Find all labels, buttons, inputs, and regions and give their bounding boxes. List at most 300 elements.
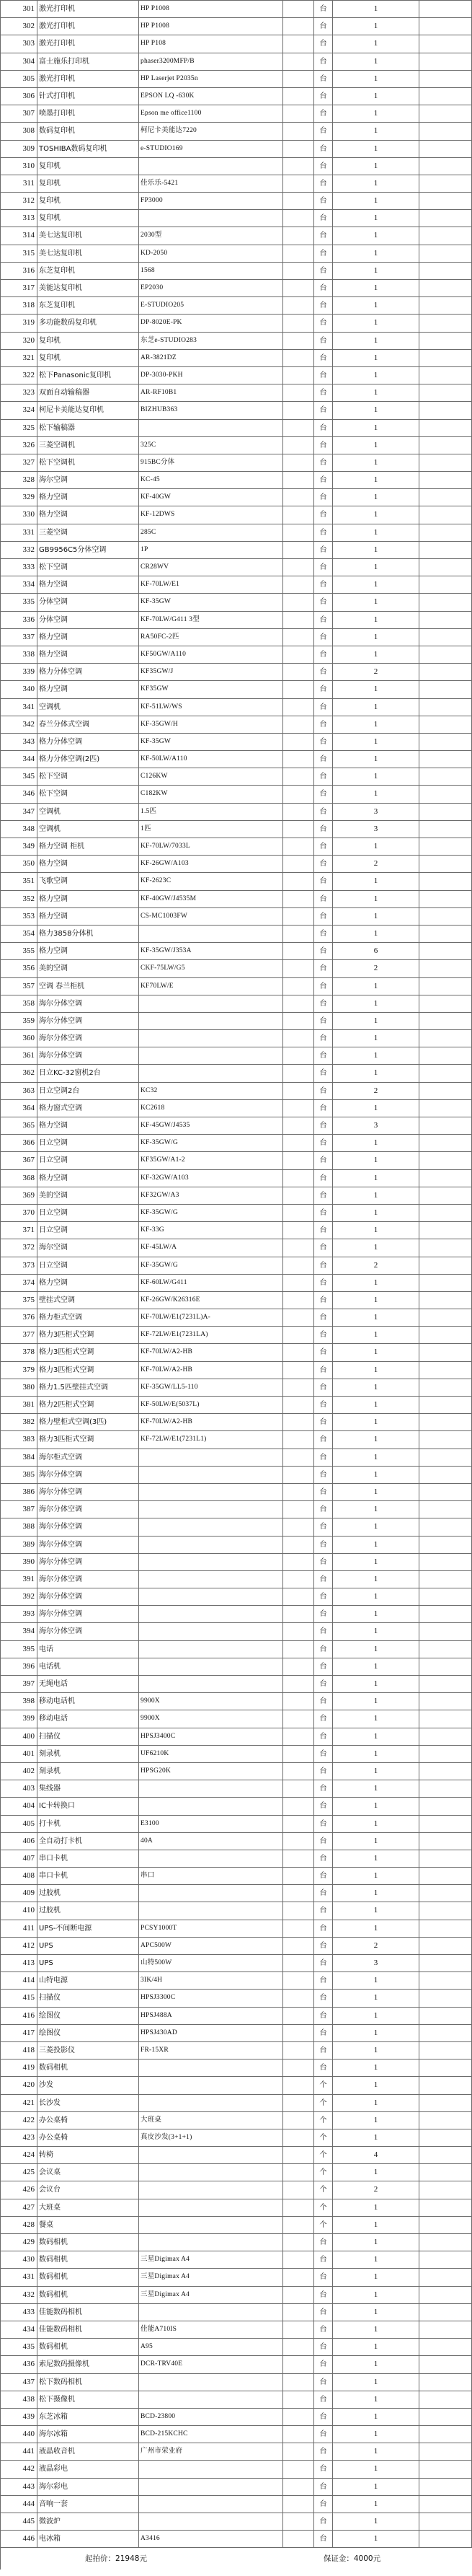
cell-blank [283,2164,314,2181]
cell-blank [283,245,314,262]
table-row [1,123,472,140]
cell-blank [283,2479,314,2495]
cell-model: 1568 [139,263,283,279]
cell-qty: 1 [333,2496,419,2513]
cell-blank [283,1047,314,1064]
cell-unit: 台 [314,2060,333,2076]
cell-qty: 1 [333,559,419,576]
table-row [1,1,472,18]
cell-model [139,2095,283,2111]
cell-name: TOSHIBA数码复印机 [37,141,139,157]
cell-extra [419,804,472,820]
table-row [1,2374,472,2391]
table-row [1,1484,472,1501]
cell-model: 9900X [139,1710,283,1727]
cell-extra [419,681,472,698]
cell-blank [283,716,314,733]
cell-no: 389 [1,1537,37,1553]
table-row [1,2025,472,2042]
cell-no: 433 [1,2304,37,2321]
cell-name: GB9956C5分体空调 [37,542,139,558]
cell-extra [419,297,472,314]
cell-blank [283,1816,314,1832]
cell-model: KF-70LW/A2-HB [139,1362,283,1379]
cell-qty: 1 [333,1135,419,1151]
table-row [1,699,472,716]
cell-qty: 1 [333,2321,419,2338]
cell-unit: 台 [314,1658,333,1675]
cell-extra [419,1397,472,1413]
cell-no: 326 [1,437,37,454]
cell-model [139,1658,283,1675]
cell-model: KF-51LW/WS [139,699,283,716]
cell-extra [419,2339,472,2355]
cell-no: 400 [1,1728,37,1745]
cell-no: 346 [1,786,37,802]
cell-model [139,1013,283,1029]
cell-name: 串口卡机 [37,1850,139,1867]
cell-model [139,1588,283,1605]
cell-name: 办公桌椅 [37,2129,139,2146]
cell-name: 日立空调 [37,1152,139,1169]
cell-qty: 1 [333,175,419,192]
cell-unit: 个 [314,2181,333,2198]
cell-unit: 台 [314,1047,333,1064]
cell-blank [283,1990,314,2006]
cell-extra [419,1537,472,1553]
cell-qty: 1 [333,2217,419,2233]
table-row [1,995,472,1013]
cell-blank [283,1,314,17]
cell-no: 417 [1,2025,37,2041]
cell-name: 海尔分体空调 [37,1030,139,1047]
cell-name: 激光打印机 [37,71,139,87]
cell-unit: 台 [314,1972,333,1989]
cell-blank [283,1902,314,1919]
cell-model [139,158,283,175]
table-row [1,2251,472,2269]
cell-model: 三星Digimax A4 [139,2287,283,2303]
table-row [1,384,472,402]
cell-no: 314 [1,227,37,244]
table-row [1,594,472,611]
cell-name: 数码相机 [37,2339,139,2355]
cell-qty: 1 [333,2391,419,2408]
table-row [1,1013,472,1030]
cell-extra [419,1798,472,1814]
cell-no: 323 [1,384,37,401]
cell-model: 1P [139,542,283,558]
cell-no: 408 [1,1868,37,1884]
table-row [1,489,472,506]
cell-unit: 台 [314,786,333,802]
table-row [1,1030,472,1047]
cell-name: 双面自动输稿器 [37,384,139,401]
cell-qty: 1 [333,594,419,610]
cell-qty: 1 [333,995,419,1012]
cell-name: 富士施乐打印机 [37,53,139,70]
table-row [1,1606,472,1623]
table-row [1,2181,472,2199]
cell-unit: 台 [314,71,333,87]
cell-model: KC-45 [139,472,283,488]
cell-extra [419,1083,472,1099]
cell-extra [419,1205,472,1221]
cell-unit: 台 [314,1013,333,1029]
cell-extra [419,2531,472,2547]
cell-name: 数码相机 [37,2060,139,2076]
table-row [1,1554,472,1571]
cell-unit: 台 [314,978,333,995]
cell-name: 打卡机 [37,1816,139,1832]
table-row [1,2199,472,2217]
cell-extra [419,2095,472,2111]
cell-name: 格力空调 [37,1117,139,1134]
cell-name: 飞歌空调 [37,873,139,889]
cell-no: 351 [1,873,37,889]
table-row [1,2531,472,2548]
cell-unit: 台 [314,1710,333,1727]
cell-blank [283,838,314,855]
cell-no: 363 [1,1083,37,1099]
cell-name: 松下数码相机 [37,2374,139,2391]
table-row [1,175,472,193]
cell-blank [283,1013,314,1029]
cell-qty: 1 [333,1518,419,1535]
cell-no: 305 [1,71,37,87]
table-row [1,542,472,559]
cell-unit: 台 [314,699,333,716]
table-row [1,472,472,489]
cell-unit: 台 [314,856,333,872]
cell-no: 350 [1,856,37,872]
cell-name: 激光打印机 [37,1,139,17]
cell-qty: 1 [333,1501,419,1518]
cell-name: 空调 春兰柜机 [37,978,139,995]
cell-extra [419,2251,472,2268]
cell-blank [283,1798,314,1814]
cell-blank [283,123,314,139]
cell-extra [419,35,472,52]
cell-unit: 台 [314,437,333,454]
cell-qty: 1 [333,1641,419,1658]
cell-blank [283,2339,314,2355]
cell-model: 佳乐乐-5421 [139,175,283,192]
cell-extra [419,1990,472,2006]
cell-qty: 1 [333,1275,419,1291]
cell-name: 索尼数码摄像机 [37,2356,139,2373]
cell-model: HP Laserjet P2035n [139,71,283,87]
cell-blank [283,35,314,52]
table-row [1,2217,472,2234]
cell-unit: 台 [314,18,333,35]
cell-name: 山特电源 [37,1972,139,1989]
cell-name: 液晶收音机 [37,2443,139,2460]
cell-unit: 台 [314,472,333,488]
cell-no: 337 [1,629,37,646]
cell-blank [283,559,314,576]
cell-model: 大班桌 [139,2112,283,2129]
cell-qty: 3 [333,1955,419,1971]
cell-unit: 台 [314,734,333,750]
table-row [1,2234,472,2251]
cell-model [139,2147,283,2163]
cell-blank [283,978,314,995]
cell-no: 303 [1,35,37,52]
cell-blank [283,2042,314,2059]
table-row [1,193,472,210]
cell-name: UPS [37,1938,139,1954]
table-row [1,2479,472,2496]
cell-no: 339 [1,664,37,680]
cell-extra [419,1902,472,1919]
cell-qty: 1 [333,402,419,418]
cell-blank [283,1222,314,1239]
cell-no: 309 [1,141,37,157]
cell-model: KF-35GW/G [139,1257,283,1274]
cell-no: 315 [1,245,37,262]
cell-extra [419,1658,472,1675]
cell-extra [419,1467,472,1483]
cell-qty: 1 [333,1431,419,1448]
cell-extra [419,1868,472,1884]
cell-model: 285C [139,524,283,541]
table-row [1,943,472,960]
table-row [1,506,472,524]
cell-blank [283,1205,314,1221]
cell-model: KF-70LW/A2-HB [139,1344,283,1360]
table-row [1,1100,472,1117]
cell-qty: 3 [333,1117,419,1134]
table-row [1,2339,472,2356]
cell-blank [283,1623,314,1640]
cell-no: 364 [1,1100,37,1117]
cell-unit: 台 [314,1902,333,1919]
cell-extra [419,664,472,680]
cell-name: 海尔分体空调 [37,1013,139,1029]
cell-unit: 台 [314,995,333,1012]
table-row [1,315,472,332]
cell-qty: 1 [333,2077,419,2093]
cell-extra [419,2181,472,2198]
cell-qty: 1 [333,2426,419,2443]
cell-model: HPSG20K [139,1763,283,1780]
cell-model: HP P1008 [139,18,283,35]
cell-no: 379 [1,1362,37,1379]
cell-blank [283,2095,314,2111]
cell-qty: 1 [333,1013,419,1029]
cell-model: 325C [139,437,283,454]
cell-qty: 1 [333,1187,419,1204]
cell-unit: 台 [314,2479,333,2495]
cell-unit: 台 [314,1693,333,1710]
cell-no: 336 [1,612,37,628]
cell-unit: 台 [314,402,333,418]
cell-name: 格力空调 [37,1170,139,1187]
cell-unit: 台 [314,1117,333,1134]
cell-extra [419,1972,472,1989]
cell-unit: 台 [314,297,333,314]
cell-name: IC卡转换口 [37,1798,139,1814]
cell-qty: 1 [333,2356,419,2373]
cell-qty: 1 [333,1990,419,2006]
cell-name: 松下摄像机 [37,2391,139,2408]
table-row [1,559,472,576]
cell-model: FP3000 [139,193,283,209]
cell-no: 423 [1,2129,37,2146]
table-row [1,1467,472,1484]
cell-unit: 台 [314,1554,333,1570]
cell-blank [283,2129,314,2146]
cell-model: KD-2050 [139,245,283,262]
cell-model [139,1571,283,1588]
cell-model [139,2513,283,2530]
cell-model [139,2164,283,2181]
table-row [1,2356,472,2373]
cell-extra [419,1885,472,1902]
cell-model: 真皮沙发(3+1+1) [139,2129,283,2146]
cell-no: 394 [1,1623,37,1640]
table-row [1,1763,472,1780]
cell-qty: 2 [333,1257,419,1274]
table-row [1,158,472,175]
cell-name: 海尔分体空调 [37,1623,139,1640]
cell-qty: 1 [333,2251,419,2268]
cell-blank [283,1362,314,1379]
cell-blank [283,1588,314,1605]
cell-blank [283,995,314,1012]
cell-model: KF-45LW/A [139,1239,283,1256]
cell-unit: 台 [314,280,333,296]
table-row [1,2095,472,2112]
cell-qty: 1 [333,1292,419,1309]
cell-model: BIZHUB363 [139,402,283,418]
cell-name: 壁挂式空调 [37,1292,139,1309]
cell-name: 东芝冰箱 [37,2409,139,2425]
cell-qty: 1 [333,1676,419,1692]
table-row [1,1537,472,1554]
cell-no: 431 [1,2269,37,2285]
cell-name: 液晶彩电 [37,2461,139,2477]
cell-qty: 1 [333,926,419,942]
cell-extra [419,1728,472,1745]
cell-no: 438 [1,2391,37,2408]
cell-model: 40A [139,1833,283,1850]
table-row [1,681,472,698]
cell-unit: 台 [314,612,333,628]
cell-blank [283,1344,314,1360]
cell-qty: 3 [333,821,419,838]
cell-extra [419,333,472,349]
table-row [1,35,472,53]
cell-blank [283,1641,314,1658]
table-row [1,1397,472,1414]
cell-qty: 1 [333,472,419,488]
cell-unit: 台 [314,1885,333,1902]
cell-blank [283,193,314,209]
cell-model [139,2060,283,2076]
cell-no: 418 [1,2042,37,2059]
table-row [1,1414,472,1431]
cell-no: 383 [1,1431,37,1448]
cell-name: 多功能数码复印机 [37,315,139,331]
cell-model: KC32 [139,1083,283,1099]
cell-blank [283,926,314,942]
cell-blank [283,1885,314,1902]
cell-model: KF-35GW/J353A [139,943,283,959]
cell-extra [419,856,472,872]
cell-name: 格力空调 [37,908,139,925]
cell-qty: 1 [333,2339,419,2355]
cell-name: 复印机 [37,193,139,209]
cell-unit: 台 [314,646,333,663]
cell-no: 307 [1,105,37,122]
cell-no: 409 [1,1885,37,1902]
cell-no: 301 [1,1,37,17]
cell-no: 442 [1,2461,37,2477]
cell-qty: 1 [333,891,419,907]
cell-qty: 3 [333,804,419,820]
cell-no: 411 [1,1920,37,1937]
cell-extra [419,1170,472,1187]
cell-model [139,2077,283,2093]
table-row [1,1938,472,1955]
cell-model: EPSON LQ -630K [139,88,283,105]
cell-extra [419,2461,472,2477]
table-row [1,821,472,838]
cell-model: KF-26GW/A103 [139,856,283,872]
table-body [1,1,472,2548]
cell-blank [283,141,314,157]
cell-qty: 2 [333,1938,419,1954]
cell-model [139,2479,283,2495]
cell-unit: 台 [314,1344,333,1360]
cell-unit: 台 [314,245,333,262]
cell-unit: 台 [314,594,333,610]
cell-unit: 台 [314,2426,333,2443]
cell-extra [419,1292,472,1309]
cell-name: 美七达复印机 [37,227,139,244]
cell-blank [283,960,314,977]
table-row [1,576,472,594]
cell-no: 430 [1,2251,37,2268]
cell-extra [419,280,472,296]
cell-blank [283,804,314,820]
cell-name: 复印机 [37,175,139,192]
cell-model: KF-72LW/E1(7231LA) [139,1327,283,1343]
table-row [1,1902,472,1920]
cell-name: UPS-不间断电源 [37,1920,139,1937]
table-row [1,926,472,943]
cell-unit: 台 [314,873,333,889]
table-row [1,2129,472,2147]
cell-model [139,2496,283,2513]
cell-model [139,210,283,227]
cell-extra [419,2077,472,2093]
cell-unit: 台 [314,158,333,175]
cell-no: 331 [1,524,37,541]
cell-no: 322 [1,367,37,384]
cell-model [139,2199,283,2216]
cell-name: 格力空调 柜机 [37,838,139,855]
table-row [1,524,472,542]
cell-unit: 个 [314,2129,333,2146]
cell-qty: 1 [333,1833,419,1850]
cell-no: 318 [1,297,37,314]
cell-name: 松下输稿器 [37,420,139,436]
cell-model: phaser3200MFP/B [139,53,283,70]
cell-model [139,1606,283,1622]
